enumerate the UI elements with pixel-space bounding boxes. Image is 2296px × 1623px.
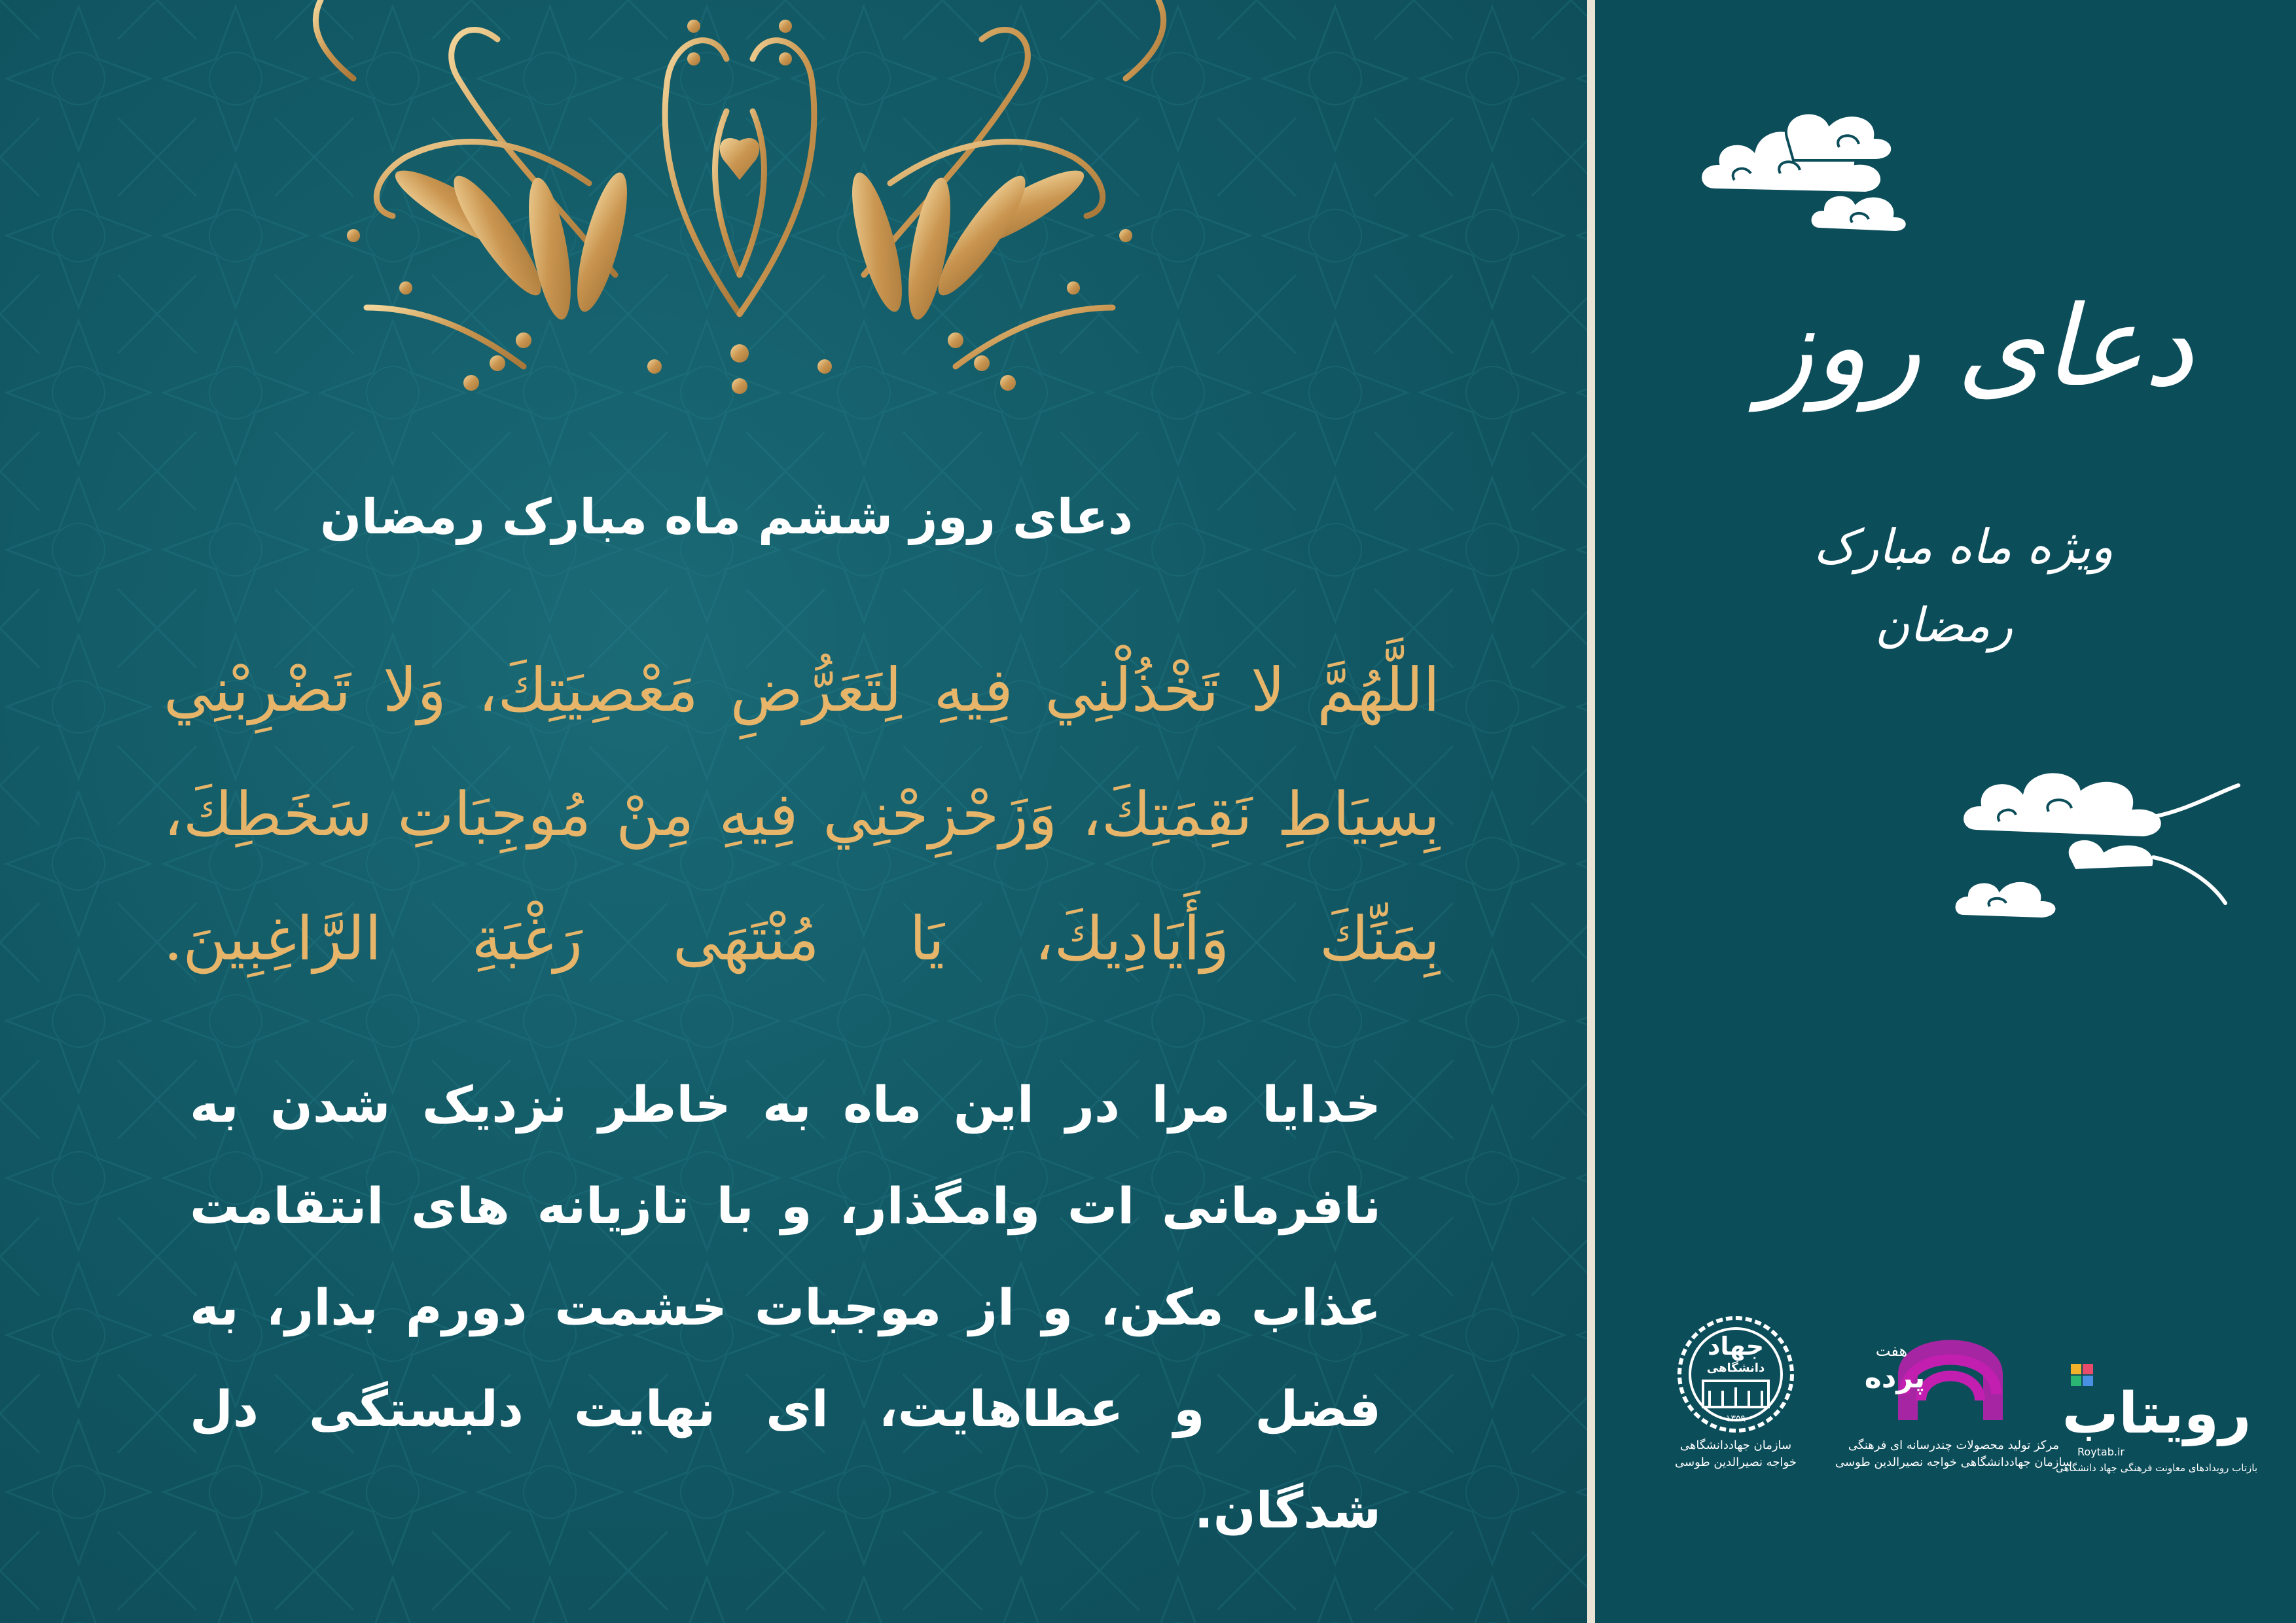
persian-translation-text: خدایا مرا در این ماه به خاطر نزدیک شدن به نافرمانی ات وامگذار، و با تازیانه های انتقامت عذاب مکن، و از موجبات خشمت دورم بدار، به فضل و عطاهایت، ای نهایت دلبستگی دل شدگان. xyxy=(190,1075,1381,1539)
cloud-ornament-top xyxy=(1689,98,1950,249)
gold-ornament xyxy=(157,0,1322,406)
roytab-url: Roytab.ir xyxy=(2077,1446,2125,1458)
haft-pardeh-caption-line1: مرکز تولید محصولات چندرسانه ای فرهنگی xyxy=(1848,1438,2060,1452)
cloud-ornament-bottom xyxy=(1950,746,2251,942)
jahad-emblem-top: جهاد xyxy=(1707,1332,1765,1361)
roytab-wordmark: رویتاب xyxy=(2062,1381,2251,1446)
arabic-prayer-text: اللَّهُمَّ لا تَخْذُلْنِي فِيهِ لِتَعَرُّضِ مَعْصِيَتِكَ، وَلا تَضْرِبْنِي بِسِيَاطِ نَقِمَتِكَ، وَزَحْزِحْنِي فِيهِ مِنْ مُوجِبَاتِ سَخَطِكَ، بِمَنِّكَ وَأَيَادِيكَ، يَا مُنْتَهَى رَغْبَةِ الرَّاغِبِينَ. xyxy=(164,655,1440,974)
jahad-caption-line2: خواجه نصیرالدین طوسی xyxy=(1675,1455,1797,1469)
side-subtitle-line2: رمضان xyxy=(1874,597,2013,652)
haft-pardeh-caption-line2: سازمان جهاددانشگاهی خواجه نصیرالدین طوسی xyxy=(1835,1455,2072,1469)
prayer-heading: دعای روز ششم ماه مبارک رمضان xyxy=(320,489,1133,545)
haft-pardeh-word-main: پرده xyxy=(1864,1361,1926,1395)
jahad-caption-line1: سازمان جهاددانشگاهی xyxy=(1679,1438,1792,1452)
panel-divider xyxy=(1587,0,1595,1623)
side-subtitle-line1: ویژه ماه مبارک xyxy=(1814,519,2113,574)
roytab-caption: بازتاب رویدادهای معاونت فرهنگی جهاد دانشگاهی xyxy=(2055,1462,2258,1474)
jahad-emblem-bottom: دانشگاهی xyxy=(1706,1361,1765,1375)
jahad-emblem-year: ۱۳۵۹ xyxy=(1725,1414,1746,1424)
haft-pardeh-word-top: هفت xyxy=(1875,1342,1908,1360)
side-title: دعای روز xyxy=(1759,282,2194,412)
